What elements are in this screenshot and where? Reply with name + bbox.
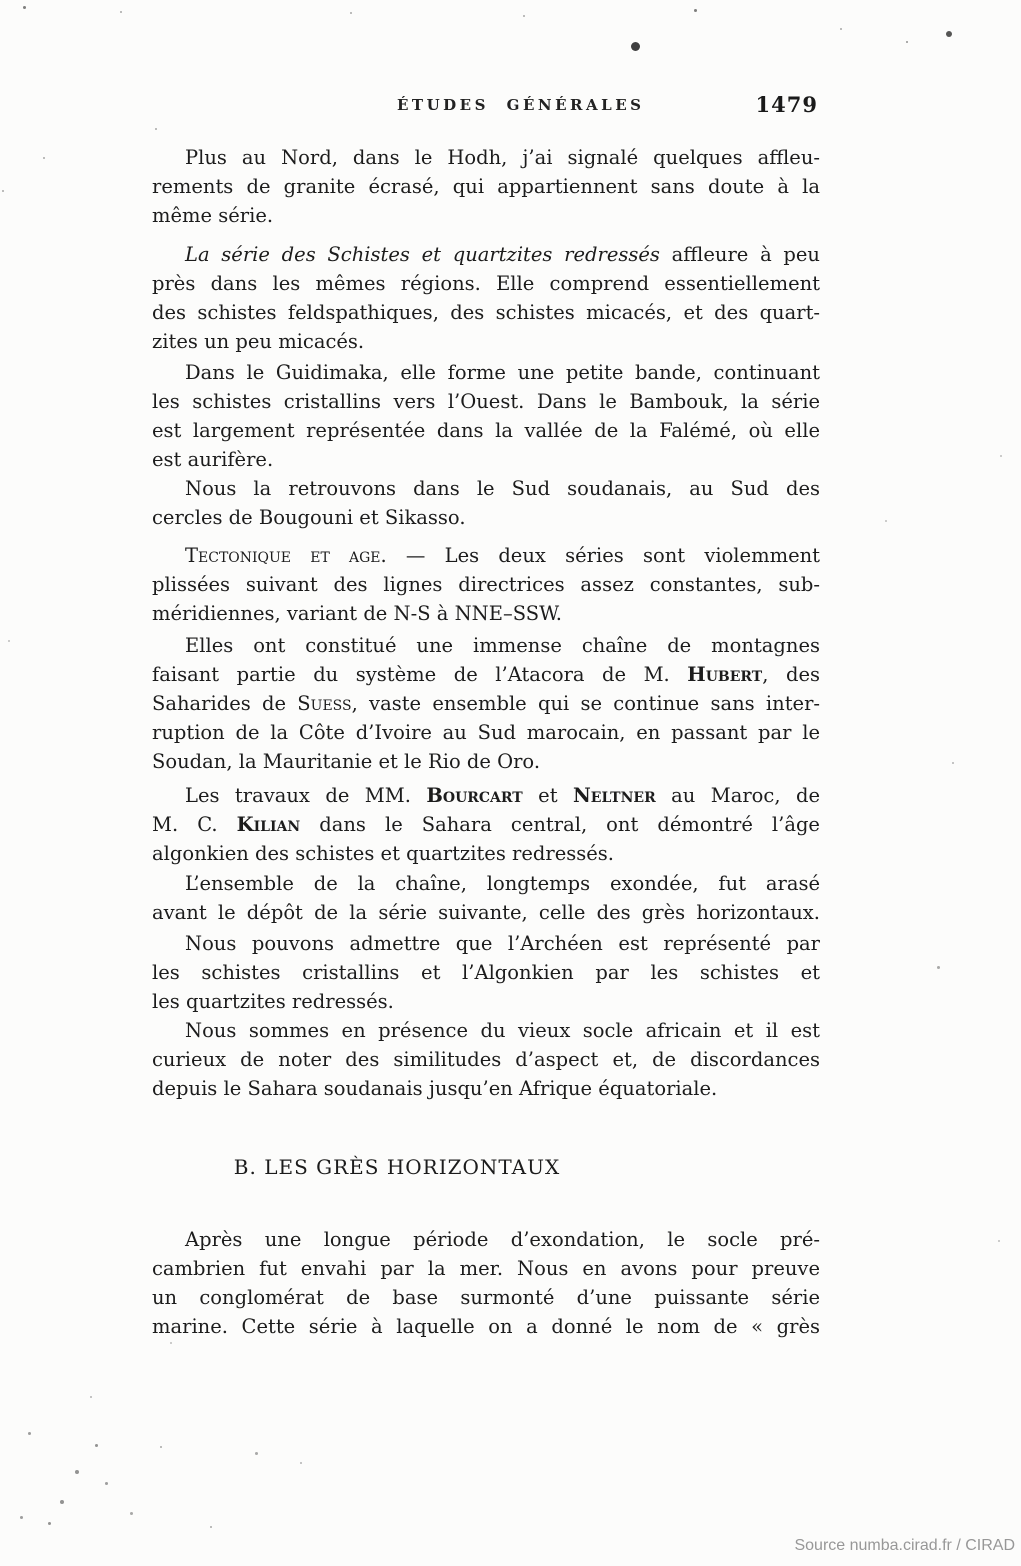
text-segment: Neltner [572, 784, 656, 807]
scan-speck [90, 1396, 92, 1398]
scan-speck [1000, 455, 1002, 457]
text-segment: Nous sommes en présence du vieux socle africain et il est [185, 1019, 820, 1042]
text-segment: est aurifère. [152, 448, 274, 471]
text-line [152, 747, 820, 776]
text-line [152, 387, 820, 416]
scan-speck [23, 6, 26, 9]
text-segment: Kilian [236, 813, 301, 836]
text-line [152, 327, 820, 356]
text-line [152, 172, 820, 201]
text-line [152, 599, 820, 628]
text-line [152, 240, 820, 269]
text-block [152, 143, 820, 1341]
text-segment: Saharides de [152, 692, 298, 715]
text-line [152, 358, 820, 387]
text-line [152, 416, 820, 445]
scan-speck [210, 1526, 212, 1528]
text-segment: La série des Schistes et quartzites redressés [185, 243, 660, 266]
text-segment: Les travaux de MM. [185, 784, 427, 807]
text-line [152, 143, 820, 172]
scan-speck [946, 31, 952, 37]
text-segment: Dans le Guidimaka, elle forme une petite bande, continuant [185, 361, 820, 384]
paragraph [152, 240, 820, 356]
text-segment: depuis le Sahara soudanais jusqu’en Afrique équatoriale. [152, 1077, 718, 1100]
text-line [152, 689, 820, 718]
text-segment: Plus au Nord, dans le Hodh, j’ai signalé quelques affleu- [185, 146, 820, 169]
text-line [152, 503, 820, 532]
text-line [152, 1225, 820, 1254]
text-segment: algonkien des schistes et quartzites redressés. [152, 842, 614, 865]
text-segment: rements de granite écrasé, qui appartiennent sans doute à la [152, 175, 820, 198]
text-segment: L’ensemble de la chaîne, longtemps exondée, fut arasé [185, 872, 820, 895]
text-line [152, 987, 820, 1016]
scan-speck [170, 1342, 172, 1344]
scan-speck [523, 15, 525, 17]
text-segment: des schistes feldspathiques, des schistes micacés, et des quart- [152, 301, 820, 324]
text-segment: marine. Cette série à laquelle on a donné le nom de « grès [152, 1315, 820, 1338]
text-segment: zites un peu micacés. [152, 330, 365, 353]
text-line [152, 898, 820, 927]
text-segment: Hubert [687, 663, 763, 686]
text-segment: même série. [152, 204, 274, 227]
scan-speck [952, 762, 954, 764]
text-segment: , vaste ensemble qui se continue sans inter- [351, 692, 820, 715]
text-segment: plissées suivant des lignes directrices assez constantes, sub- [152, 573, 820, 596]
text-segment: les schistes cristallins et l’Algonkien par les schistes et [152, 961, 820, 984]
scan-speck [60, 1500, 64, 1504]
text-line [152, 839, 820, 868]
text-segment: Nous la retrouvons dans le Sud soudanais, au Sud des [185, 477, 820, 500]
text-segment: Soudan, la Mauritanie et le Rio de Oro. [152, 750, 541, 773]
scan-speck [2, 190, 4, 192]
text-segment: et [522, 784, 573, 807]
scan-speck [255, 1452, 258, 1455]
text-line [152, 541, 820, 570]
paragraph [152, 143, 820, 230]
text-line [152, 1045, 820, 1074]
scan-speck [937, 966, 940, 969]
text-line [152, 1016, 820, 1045]
text-line [152, 929, 820, 958]
text-line [152, 631, 820, 660]
scan-speck [130, 1512, 133, 1515]
scan-speck [28, 1432, 31, 1435]
text-segment: un conglomérat de base surmonté d’une puissante série [152, 1286, 820, 1309]
text-segment: faisant partie du système de l’Atacora de M. [152, 663, 688, 686]
text-segment: affleure à peu [659, 243, 820, 266]
scan-speck [885, 520, 887, 522]
scan-speck [840, 28, 842, 30]
text-line [152, 781, 820, 810]
scan-speck [43, 157, 45, 159]
scan-speck [998, 1240, 1000, 1242]
scan-speck [350, 12, 352, 14]
running-header-title: ÉTUDES GÉNÉRALES [397, 96, 645, 114]
paragraph [152, 1225, 820, 1341]
text-segment: est largement représentée dans la vallée de la Falémé, où elle [152, 419, 820, 442]
scan-speck [155, 128, 157, 130]
text-line [152, 1074, 820, 1103]
paragraph [152, 631, 820, 776]
text-segment: curieux de noter des similitudes d’aspect et, de discordances [152, 1048, 820, 1071]
text-segment: Suess [297, 692, 352, 715]
paragraph [152, 1016, 820, 1103]
text-segment: — Les deux séries sont violemment [386, 544, 821, 567]
scan-speck [8, 640, 10, 642]
text-segment: Tectonique et age. [185, 544, 387, 567]
text-line [152, 445, 820, 474]
text-line [152, 1312, 820, 1341]
scan-speck [694, 9, 697, 12]
scan-speck [20, 1516, 23, 1519]
text-line [152, 1254, 820, 1283]
text-line [152, 869, 820, 898]
scan-speck [120, 11, 122, 13]
source-watermark: Source numba.cirad.fr / CIRAD [794, 1537, 1015, 1554]
scan-speck [631, 42, 640, 51]
scan-speck [48, 1522, 51, 1525]
paragraph [152, 541, 820, 628]
text-line [152, 474, 820, 503]
paragraph [152, 929, 820, 1016]
text-line [152, 201, 820, 230]
text-line [152, 810, 820, 839]
scan-speck [105, 1482, 108, 1485]
text-segment: cercles de Bougouni et Sikasso. [152, 506, 466, 529]
text-segment: avant le dépôt de la série suivante, celle des grès horizontaux. [152, 901, 820, 924]
text-line [152, 298, 820, 327]
text-line [152, 1283, 820, 1312]
page-number: 1479 [755, 92, 818, 117]
paragraph [152, 474, 820, 532]
text-segment: au Maroc, de [655, 784, 820, 807]
text-segment: Nous pouvons admettre que l’Archéen est représenté par [185, 932, 820, 955]
text-segment: Elles ont constitué une immense chaîne de montagnes [185, 634, 820, 657]
text-segment: Bourcart [426, 784, 523, 807]
text-segment: M. C. [152, 813, 237, 836]
scan-speck [95, 1444, 98, 1447]
paragraph [152, 869, 820, 927]
text-line [152, 718, 820, 747]
paragraph [152, 781, 820, 868]
text-segment: les schistes cristallins vers l’Ouest. Dans le Bambouk, la série [152, 390, 820, 413]
text-line [152, 958, 820, 987]
text-segment: ruption de la Côte d’Ivoire au Sud marocain, en passant par le [152, 721, 820, 744]
text-segment: Après une longue période d’exondation, le socle pré- [185, 1228, 820, 1251]
text-segment: cambrien fut envahi par la mer. Nous en avons pour preuve [152, 1257, 820, 1280]
scan-speck [300, 1462, 302, 1464]
text-segment: méridiennes, variant de N-S à NNE–SSW. [152, 602, 562, 625]
text-segment: les quartzites redressés. [152, 990, 394, 1013]
text-segment: près dans les mêmes régions. Elle comprend essentiellement [152, 272, 820, 295]
text-segment: , des [762, 663, 820, 686]
text-line [152, 269, 820, 298]
scan-speck [75, 1470, 79, 1474]
text-segment: dans le Sahara central, ont démontré l’âge [300, 813, 820, 836]
scan-speck [160, 1446, 162, 1448]
paragraph [152, 358, 820, 474]
text-line [152, 660, 820, 689]
section-heading: B. LES GRÈS HORIZONTAUX [233, 1155, 561, 1179]
scan-speck [906, 41, 908, 43]
text-line [152, 570, 820, 599]
